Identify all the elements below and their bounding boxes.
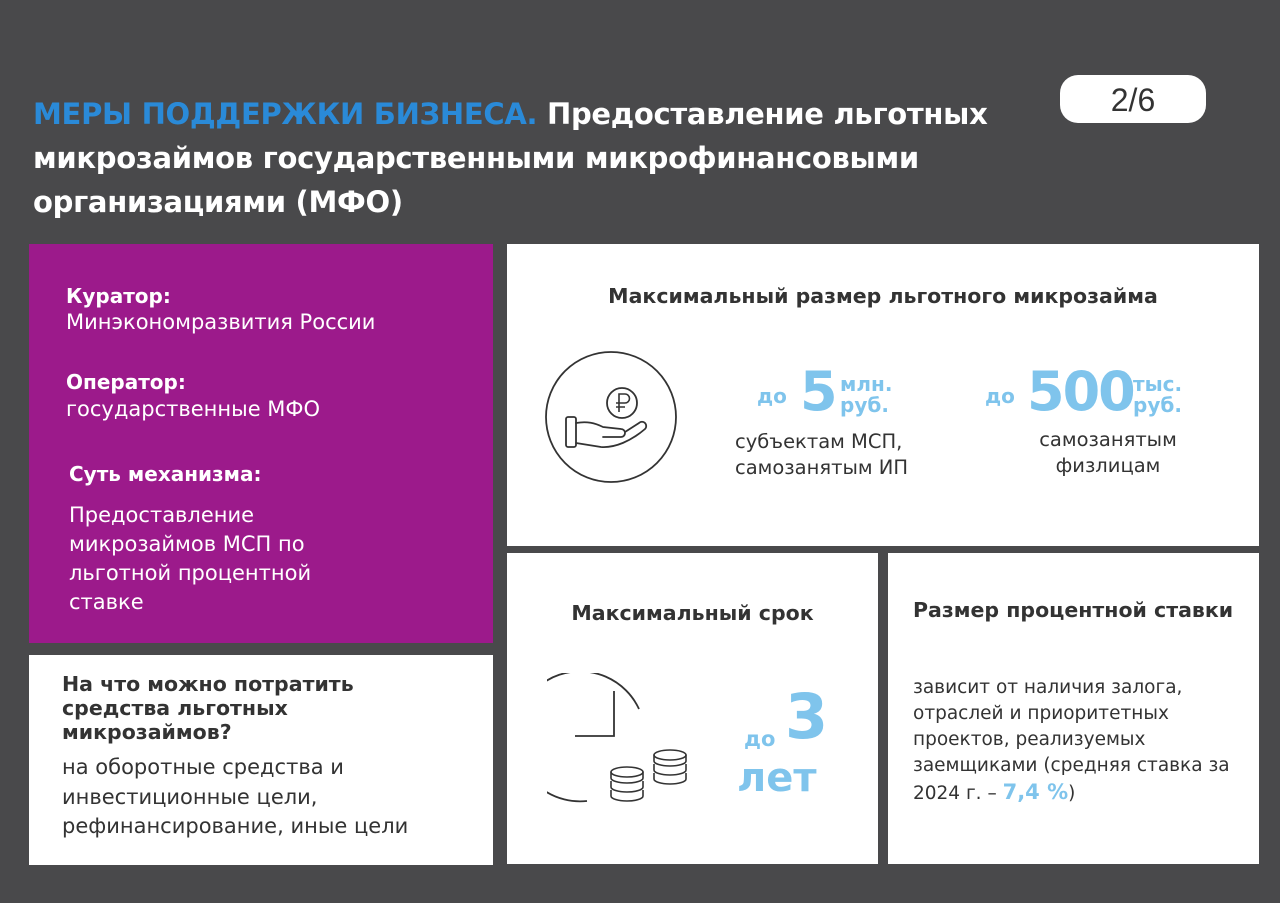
msp-amount: 5: [800, 360, 838, 423]
title-rest: Предоставление льготных микрозаймов государственными микрофинансовыми организациями (МФО): [33, 97, 988, 219]
page-indicator: 2/6: [1060, 75, 1206, 123]
term-prefix: до: [744, 727, 776, 751]
max-loan-heading: Максимальный размер льготного микрозайма: [608, 284, 1158, 308]
spending-card: [29, 655, 493, 865]
operator-label: Оператор:: [66, 370, 186, 394]
individuals-prefix: до: [985, 384, 1015, 408]
spending-answer: на оборотные средства и инвестиционные цели, рефинансирование, иные цели: [62, 755, 409, 838]
title-accent: МЕРЫ ПОДДЕРЖКИ БИЗНЕСА.: [33, 97, 538, 131]
rate-heading: Размер процентной ставки: [913, 598, 1234, 622]
individuals-amount: 500: [1027, 360, 1134, 423]
spending-question: На что можно потратить средства льготных микрозаймов?: [62, 672, 354, 744]
clock-coins-icon: [547, 673, 697, 813]
max-loan-card: [507, 244, 1259, 546]
max-term-heading: Максимальный срок: [571, 601, 814, 625]
individuals-unit: [1133, 374, 1182, 416]
msp-prefix: до: [757, 384, 787, 408]
mechanism-label: Суть механизма:: [69, 462, 262, 486]
operator-value: государственные МФО: [66, 397, 321, 421]
msp-unit-line2: руб.: [840, 393, 889, 417]
mechanism-value: Предоставление микрозаймов МСП по льготной процентной ставке: [69, 503, 312, 614]
term-amount: 3: [785, 680, 829, 753]
msp-desc-line2: самозанятым ИП: [735, 456, 909, 479]
rate-suffix: ): [1068, 783, 1076, 804]
msp-unit: [840, 374, 892, 416]
max-term-card: [507, 553, 878, 864]
page-title: [33, 92, 1033, 224]
rate-description: [913, 675, 1253, 807]
rate-body-text: зависит от наличия залога, отраслей и приоритетных проектов, реализуемых заемщиками (средняя ставка за 2024 г. –: [913, 677, 1230, 804]
curator-label: Куратор:: [66, 284, 171, 308]
rate-value: 7,4 %: [1002, 780, 1069, 804]
individuals-desc-line1: самозанятым: [1039, 428, 1177, 451]
term-unit: лет: [737, 755, 817, 801]
msp-desc-line1: субъектам МСП,: [735, 430, 903, 453]
individuals-unit-line1: тыс.: [1133, 372, 1183, 396]
curator-value: Минэкономразвития России: [66, 310, 376, 334]
msp-unit-line1: млн.: [840, 372, 893, 396]
rate-card: [888, 553, 1259, 864]
individuals-description: [1029, 427, 1187, 479]
info-card: [29, 244, 493, 643]
individuals-unit-line2: руб.: [1133, 393, 1182, 417]
individuals-desc-line2: физлицам: [1055, 454, 1161, 477]
msp-description: [735, 429, 908, 481]
hand-ruble-coin-icon: [543, 349, 679, 485]
